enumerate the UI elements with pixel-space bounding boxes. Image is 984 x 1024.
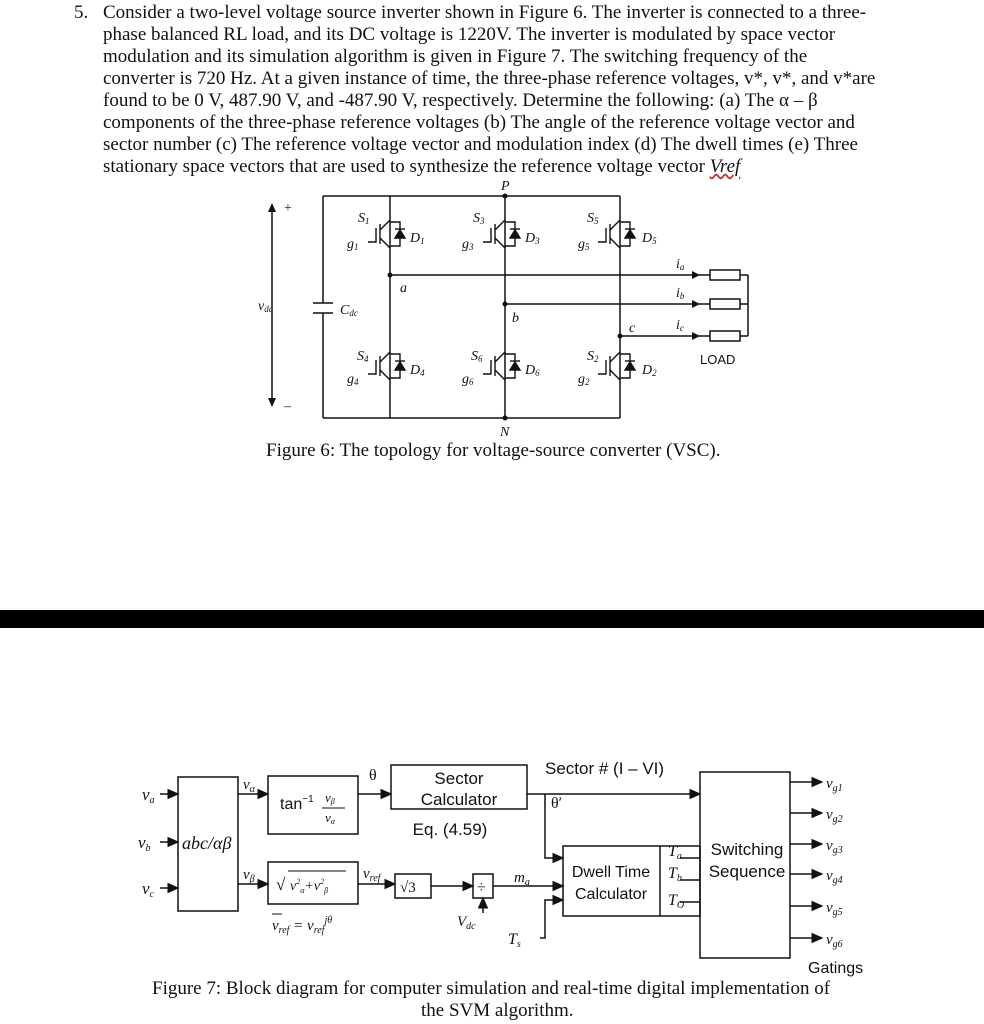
vg2-sub: g2 [832, 814, 843, 825]
switch-s4 [368, 352, 405, 380]
mag-vb: v [313, 879, 321, 894]
figure7-diagram [0, 628, 984, 1024]
tan-den-sub: α [330, 817, 335, 826]
d1-sub: 1 [420, 236, 425, 246]
vref-eq-main: v [272, 918, 279, 934]
vc-star-main: v [142, 879, 150, 898]
node-a: a [400, 281, 407, 296]
vref-main: v [363, 866, 370, 882]
mag-va-sub: α [300, 886, 305, 895]
s6-label [471, 349, 483, 364]
magnitude-formula: √ [276, 875, 286, 894]
vg2-main: v [826, 807, 833, 823]
s1-sub: 1 [365, 216, 370, 226]
dwell-line1: Dwell Time [571, 864, 651, 881]
d5-sub: 5 [652, 236, 657, 246]
g4-label [347, 372, 359, 387]
question-line: Consider a two-level voltage source inverter shown in Figure 6. The inverter is connected to a three- [103, 2, 867, 23]
g3-label [462, 237, 474, 252]
s3-main: S [473, 211, 480, 226]
d6-sub: 6 [535, 368, 540, 378]
tb-label [668, 865, 682, 884]
d6-main: D [525, 363, 536, 378]
d2-sub: 2 [652, 368, 657, 378]
vg5-sub: g5 [832, 907, 843, 918]
question-line: found to be 0 V, 487.90 V, and -487.90 V, respectively. Determine the following: (a) The α – β [103, 90, 818, 111]
vb-star-input [138, 833, 151, 854]
node-n: N [500, 425, 510, 440]
s2-main: S [587, 349, 594, 364]
vg5-main: v [826, 900, 833, 916]
vg3-output [826, 838, 843, 856]
g5-main: g [578, 237, 585, 252]
s5-main: S [587, 211, 594, 226]
figure7-caption-line2: the SVM algorithm. [421, 1000, 574, 1021]
node-c: c [629, 321, 636, 336]
s4-sub: 4 [364, 354, 369, 364]
ia-label [676, 257, 685, 272]
g5-label [578, 237, 590, 252]
v-alpha-label [243, 777, 256, 795]
minus-sign: – [284, 399, 291, 414]
s2-label [587, 349, 599, 364]
vg6-sub: g6 [832, 939, 843, 950]
vc-star-sub: c [149, 889, 154, 900]
ta-main: T [668, 843, 677, 860]
switching-line1: Switching [710, 840, 784, 859]
to-main: T [668, 892, 677, 909]
tb-main: T [668, 865, 677, 882]
ts-main: T [508, 931, 517, 948]
s4-label [357, 349, 369, 364]
g6-sub: 6 [469, 377, 474, 387]
s3-label [473, 211, 485, 226]
to-sub: O [676, 900, 685, 911]
figure7-page [0, 628, 984, 1024]
node-p: P [501, 179, 510, 194]
d6-label [524, 363, 540, 378]
cdc-main: C [340, 303, 350, 318]
vg4-sub: g4 [832, 875, 843, 886]
g4-main: g [347, 372, 354, 387]
theta-prime-label: θ′ [551, 795, 563, 812]
vref-eq-sub2: ref [313, 925, 325, 936]
vref-eq-exp: jθ [324, 915, 333, 926]
va-star-input [142, 785, 155, 806]
tan-inverse-label [280, 794, 314, 813]
tan-num-main: v [325, 790, 331, 805]
vdc-in-main: V [457, 914, 467, 930]
vg6-output [826, 932, 843, 950]
sector-calc-line2: Calculator [420, 790, 498, 809]
vg3-main: v [826, 838, 833, 854]
vb-star-sub: b [145, 843, 151, 854]
g2-sub: 2 [585, 377, 590, 387]
vg2-output [826, 807, 843, 825]
node-b: b [512, 311, 519, 326]
mag-va: v [290, 879, 297, 894]
v-beta-sub: β [249, 874, 255, 885]
vg1-main: v [826, 776, 833, 792]
s1-main: S [358, 211, 365, 226]
vdc-in-sub: dc [466, 921, 476, 932]
question-number: 5. [74, 2, 89, 23]
va-star-main: v [142, 785, 150, 804]
vdc-label [258, 299, 273, 314]
question-line: converter is 720 Hz. At a given instance of time, the three-phase reference voltages, v*, v*, and v*are [103, 68, 876, 89]
dwell-line2: Calculator [574, 886, 648, 903]
ma-main: m [514, 870, 525, 886]
ta-sub: a [676, 851, 682, 862]
vc-star-input [142, 879, 155, 900]
ib-sub: b [679, 291, 685, 301]
ib-main: i [676, 286, 680, 301]
sector-range-label: Sector # (I – VI) [545, 759, 665, 778]
s6-main: S [471, 349, 478, 364]
switching-line2: Sequence [708, 862, 786, 881]
page-separator [0, 610, 984, 628]
switch-s1 [368, 220, 405, 248]
s5-label [587, 211, 599, 226]
load-label: LOAD [700, 352, 736, 367]
vg3-sub: g3 [832, 845, 843, 856]
s2-sub: 2 [594, 354, 599, 364]
tan-main: tan [280, 796, 303, 813]
question-line: stationary space vectors that are used to synthesize the reference voltage vector [103, 156, 710, 177]
s1-label [358, 211, 370, 226]
s6-sub: 6 [478, 354, 483, 364]
tb-sub: b [676, 873, 682, 884]
switch-s6 [483, 352, 520, 380]
gatings-label: Gatings [808, 960, 864, 977]
v-alpha-sub: α [249, 784, 255, 795]
vg5-output [826, 900, 843, 918]
ia-sub: a [679, 262, 685, 272]
vref-eq-mid: = v [289, 918, 314, 934]
d4-main: D [410, 363, 421, 378]
figure7-caption-line1: Figure 7: Block diagram for computer simulation and real-time digital implementation of [152, 978, 831, 999]
d1-main: D [410, 231, 421, 246]
switch-s2 [598, 352, 635, 380]
g1-sub: 1 [354, 242, 359, 252]
g3-main: g [462, 237, 469, 252]
vdc-sub: dc [264, 304, 273, 314]
d1-label [409, 231, 425, 246]
va-star-sub: a [149, 795, 155, 806]
v-alpha-main: v [243, 777, 250, 793]
cdc-sub: dc [349, 308, 358, 318]
abc-block-label: abc/αβ [182, 833, 232, 853]
divide-label: ÷ [477, 879, 486, 896]
question-line: components of the three-phase reference voltages (b) The angle of the reference voltage vector and [103, 112, 855, 133]
cdc-label [340, 303, 358, 318]
ma-label [514, 870, 530, 888]
switch-s5 [598, 220, 635, 248]
d5-label [641, 231, 657, 246]
s4-main: S [357, 349, 364, 364]
sector-calc-line1: Sector [434, 769, 484, 788]
magnitude-terms: $v^2_\alpha+v^2_\beta$ [290, 877, 329, 895]
d3-main: D [525, 231, 536, 246]
question-line: modulation and its simulation algorithm is given in Figure 7. The switching frequency of the [103, 46, 808, 67]
d2-label [641, 363, 657, 378]
vg1-sub: g1 [832, 783, 843, 794]
tan-exp: −1 [302, 794, 314, 805]
vg4-output [826, 868, 843, 886]
d5-main: D [642, 231, 653, 246]
question-line: phase balanced RL load, and its DC voltage is 1220V. The inverter is modulated by space vector [103, 24, 836, 45]
switch-s3 [483, 220, 520, 248]
g2-label [578, 372, 590, 387]
vref-label [363, 866, 382, 884]
theta-label: θ [369, 767, 377, 784]
ma-sub: a [524, 877, 530, 888]
s5-sub: 5 [594, 216, 599, 226]
question-line: sector number (c) The reference voltage vector and modulation index (d) The dwell times (e) Three [103, 134, 858, 155]
tan-numerator [325, 790, 335, 806]
ic-sub: c [679, 323, 684, 333]
d4-label [409, 363, 425, 378]
tan-num-sub: β [330, 797, 335, 806]
g6-label [462, 372, 474, 387]
vg4-main: v [826, 868, 833, 884]
vref-word: Vref [709, 156, 741, 177]
ib-label [676, 286, 685, 301]
mag-vb-sub: β [324, 886, 329, 895]
figure6-caption: Figure 6: The topology for voltage-source converter (VSC). [266, 440, 721, 461]
vref-equation [272, 915, 332, 936]
g4-sub: 4 [354, 377, 359, 387]
g1-main: g [347, 237, 354, 252]
s3-sub: 3 [480, 216, 485, 226]
ia-main: i [676, 257, 680, 272]
g3-sub: 3 [469, 242, 474, 252]
d2-main: D [642, 363, 653, 378]
d3-sub: 3 [535, 236, 540, 246]
vdc-input-label [457, 914, 476, 932]
g1-label [347, 237, 359, 252]
vb-star-main: v [138, 833, 146, 852]
sector-calc-line3: Eq. (4.59) [412, 820, 488, 839]
tan-den-main: v [325, 810, 331, 825]
g5-sub: 5 [585, 242, 590, 252]
to-label [668, 892, 684, 911]
vref-sub: ref [369, 873, 381, 884]
d4-sub: 4 [420, 368, 425, 378]
ic-label [676, 318, 684, 333]
g6-main: g [462, 372, 469, 387]
d3-label [524, 231, 540, 246]
ts-sub: s [516, 939, 521, 950]
v-beta-main: v [243, 867, 250, 883]
vg6-main: v [826, 932, 833, 948]
ic-main: i [676, 318, 680, 333]
sqrt3-label: √3 [400, 880, 416, 896]
vref-eq-sub: ref [278, 925, 290, 936]
g2-main: g [578, 372, 585, 387]
plus-sign: + [284, 201, 292, 216]
vg1-output [826, 776, 843, 794]
vdc-main: v [258, 299, 265, 314]
tan-denominator [325, 810, 336, 826]
ts-label [508, 931, 521, 950]
v-beta-label [243, 867, 255, 885]
